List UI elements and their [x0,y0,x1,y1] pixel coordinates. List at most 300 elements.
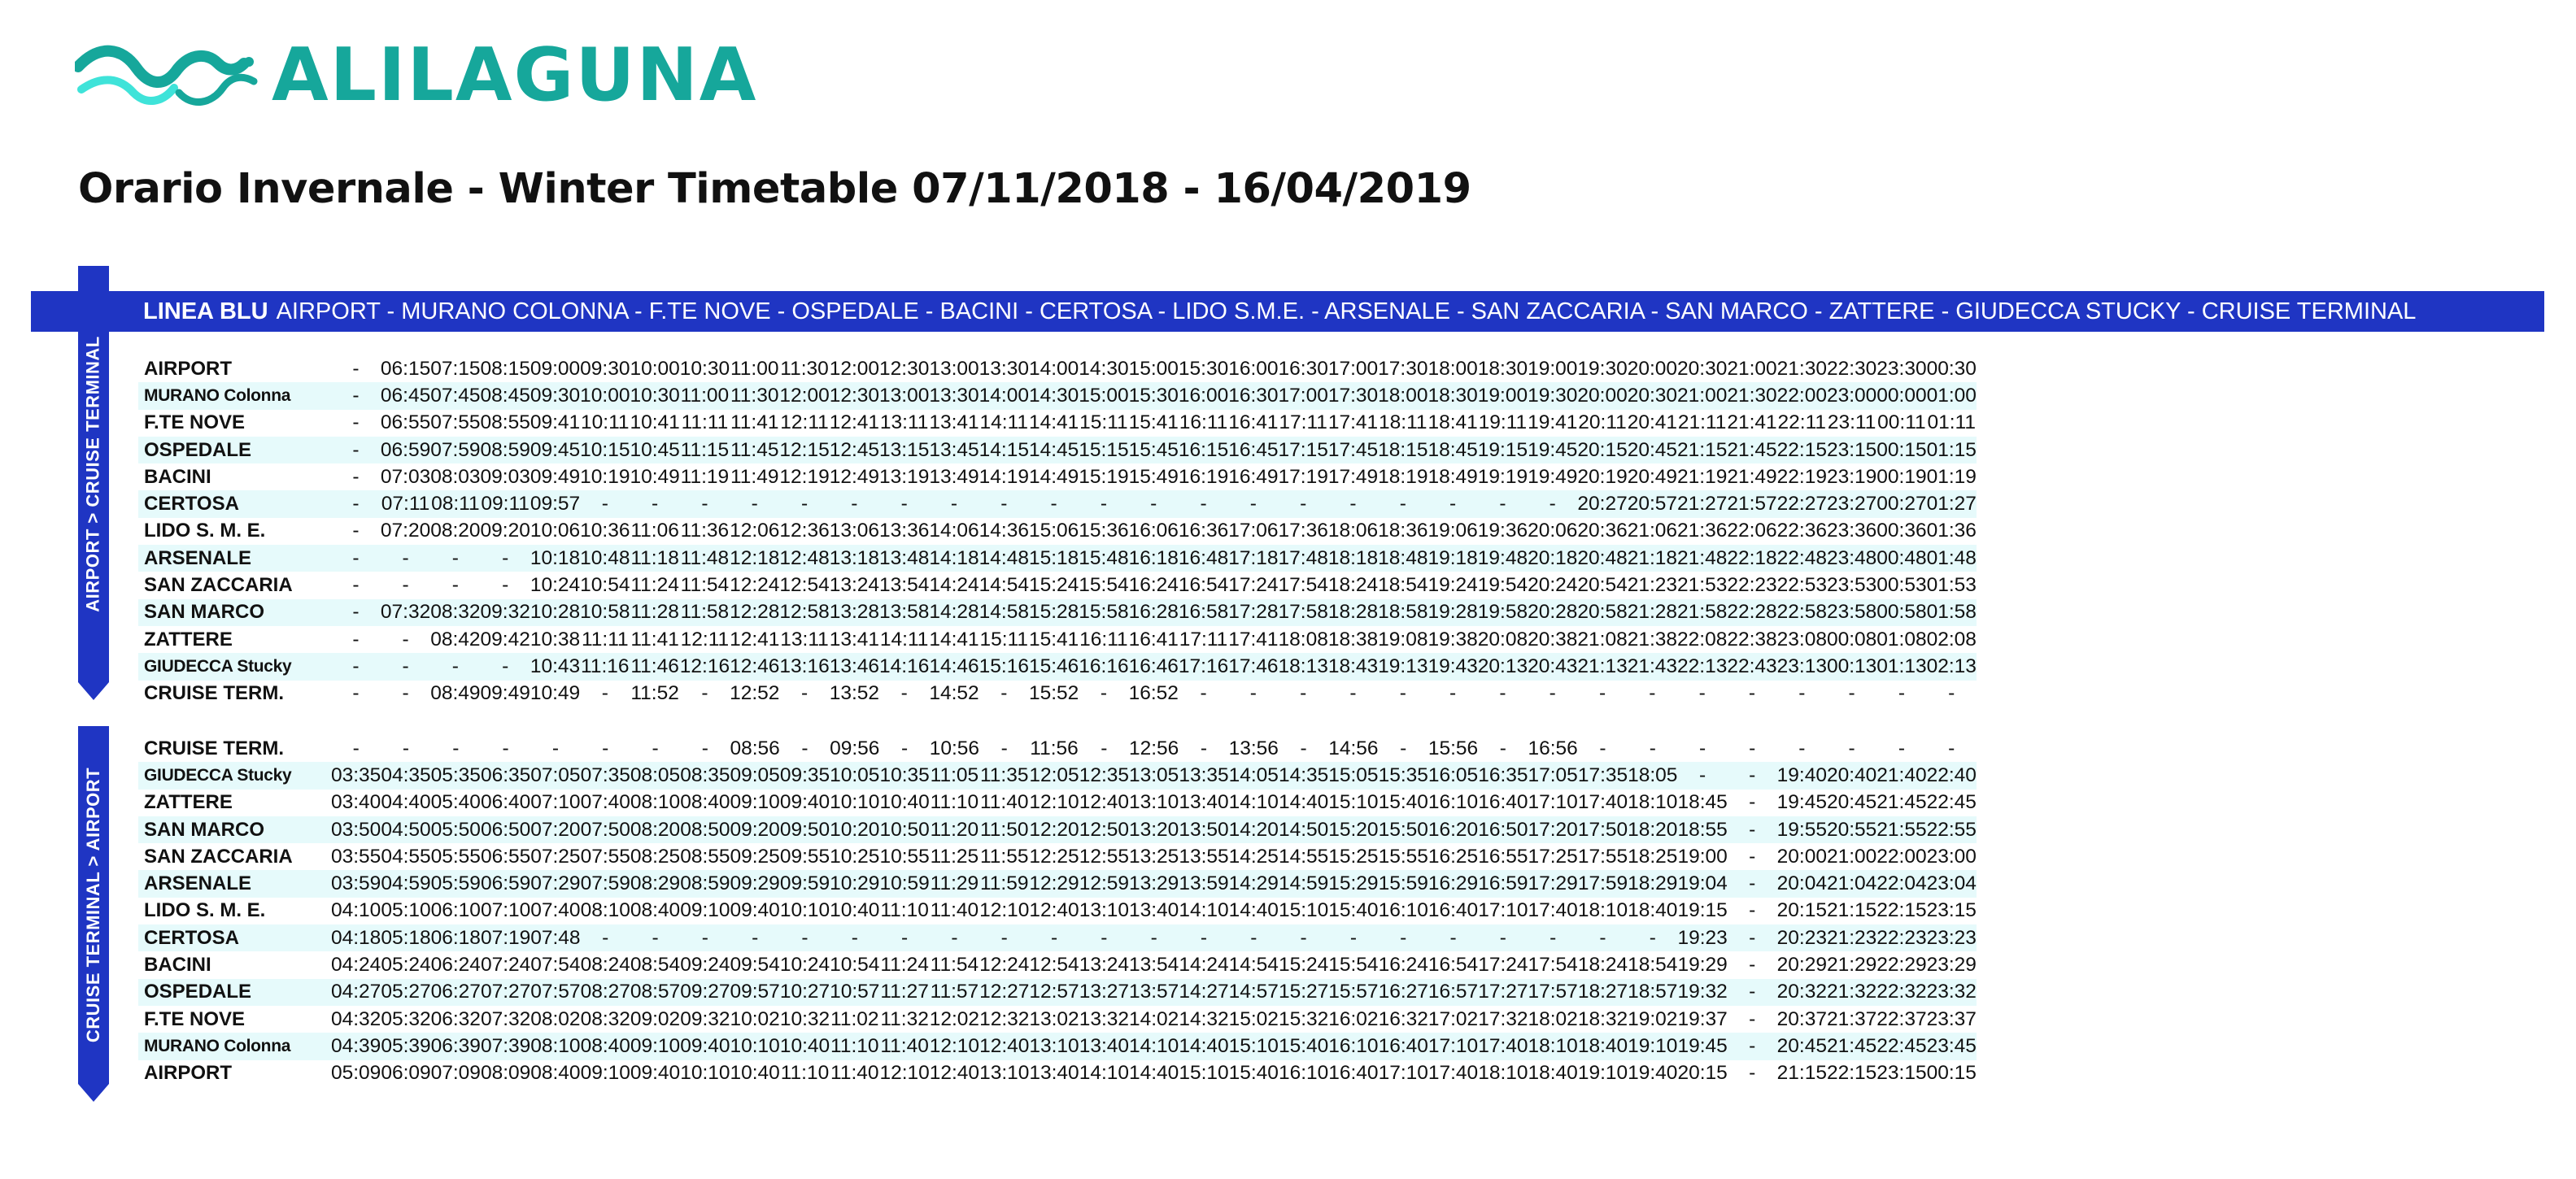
departure-time: 16:52 [1128,682,1179,705]
departure-time: 23:00 [1827,382,1876,409]
departure-time: 22:18 [1727,545,1776,572]
departure-time: 09:25 [730,845,780,868]
departure-time: - [1649,737,1656,759]
departure-time: 06:40 [480,791,531,814]
departure-time: - [331,437,381,463]
departure-time: 10:32 [779,1007,830,1030]
departure-time: 12:35 [1079,762,1129,789]
departure-time: 06:55 [480,845,531,868]
departure-time: 09:45 [530,437,580,463]
departure-time: - [1628,924,1677,951]
departure-time: 22:48 [1777,545,1827,572]
departure-time: 15:50 [1379,816,1428,843]
departure-time: 07:10 [530,791,581,814]
departure-time: 16:30 [1278,357,1328,380]
departure-time: 15:11 [979,628,1029,650]
departure-time: 18:40 [1578,1033,1628,1059]
departure-time: 15:10 [1278,899,1329,922]
departure-time: 14:00 [979,382,1029,409]
departure-time: 18:13 [1279,653,1328,680]
departure-time: 16:46 [1129,653,1179,680]
departure-time: 20:37 [1776,1007,1827,1030]
departure-time: 09:27 [680,979,730,1006]
departure-time: - [352,682,360,705]
departure-time: 16:55 [1478,845,1528,868]
departure-time: - [1228,490,1278,517]
departure-time: - [381,545,430,572]
departure-time: 17:27 [1478,979,1528,1006]
departure-time: 14:40 [1179,1033,1228,1059]
departure-time: 09:10 [730,791,780,814]
departure-time: 14:54 [1228,954,1279,977]
departure-time: 11:49 [730,465,779,488]
departure-time: 11:40 [979,791,1029,814]
departure-time: 12:45 [830,437,879,463]
departure-time: - [1229,924,1279,951]
departure-time: 19:19 [1477,465,1528,488]
departure-time: 01:15 [1927,437,1977,463]
departure-time: 13:24 [1079,954,1129,977]
departure-time: 18:45 [1677,791,1728,814]
departure-time: 13:29 [1129,870,1179,897]
departure-time: - [1699,737,1706,759]
departure-time: 21:45 [1876,791,1927,814]
departure-time: 08:42 [430,628,481,650]
departure-time: 10:48 [580,545,630,572]
departure-time: 16:57 [1428,979,1478,1006]
departure-time: 08:40 [530,1062,581,1085]
departure-time: - [1428,924,1478,951]
departure-time: 20:15 [1577,437,1627,463]
departure-time: 10:38 [530,628,581,650]
timetable-return [138,735,1977,1087]
departure-time: 09:03 [480,465,530,488]
departure-time: 14:02 [1129,1007,1179,1030]
departure-time: - [1349,682,1357,705]
departure-time: 10:54 [830,954,880,977]
departure-time: 19:06 [1427,520,1478,542]
departure-time: 20:32 [1777,979,1827,1006]
departure-time: 12:32 [979,1007,1030,1030]
departure-time: 22:40 [1927,762,1977,789]
departure-time: 16:19 [1178,465,1229,488]
departure-time: 12:00 [779,382,829,409]
departure-time: 13:46 [830,653,879,680]
departure-time: 17:40 [1577,791,1628,814]
departure-time: 15:41 [1028,628,1079,650]
departure-time: - [1129,924,1179,951]
departure-time: - [1101,737,1108,759]
departure-time: 10:05 [830,762,879,789]
departure-time: 22:15 [1826,1062,1877,1085]
departure-time: 10:58 [580,599,630,626]
line-name: LINEA BLU [143,298,268,324]
departure-time: 16:27 [1379,979,1428,1006]
stop-name: CERTOSA [138,924,331,951]
departure-time: 23:36 [1826,520,1877,542]
departure-time: 09:40 [630,1062,681,1085]
departure-time: 16:05 [1428,762,1478,789]
departure-time: 17:41 [1228,628,1279,650]
table-row [138,490,1977,517]
departure-time: 13:28 [830,599,879,626]
departure-time: 17:11 [1179,628,1228,650]
departure-time: 12:29 [1029,870,1079,897]
departure-time: 23:00 [1926,845,1977,868]
departure-time: 18:00 [1378,382,1427,409]
departure-time: 15:28 [1029,599,1079,626]
departure-time: 22:06 [1727,520,1777,542]
departure-time: 11:15 [680,437,730,463]
departure-time: 21:27 [1677,490,1727,517]
departure-time: 20:41 [1627,411,1678,434]
departure-time: 05:35 [431,762,481,789]
departure-time: 21:19 [1677,465,1728,488]
departure-time: 23:53 [1826,574,1877,597]
departure-time: 12:10 [879,1062,930,1085]
departure-time: 15:15 [1079,437,1128,463]
departure-time: 14:52 [929,682,979,705]
departure-time: 16:30 [1228,382,1278,409]
departure-time: 18:19 [1378,465,1428,488]
departure-time: 10:24 [530,574,581,597]
departure-time: 18:28 [1328,599,1378,626]
departure-time: 23:15 [1876,1062,1927,1085]
departure-time: - [1728,979,1777,1006]
departure-time: 17:10 [1428,1033,1478,1059]
departure-time: - [1499,737,1506,759]
departure-time: 09:10 [680,899,730,922]
departure-time: 14:40 [1129,1062,1179,1085]
departure-time: 07:59 [430,437,480,463]
departure-time: 12:40 [1029,899,1079,922]
departure-time: 21:30 [1776,357,1827,380]
departure-time: 12:30 [830,382,879,409]
departure-time: 12:41 [829,411,880,434]
departure-time: 05:39 [381,1033,430,1059]
departure-time: 11:29 [930,870,979,897]
departure-time: 17:59 [1578,870,1628,897]
departure-time: - [1598,682,1606,705]
departure-time: 12:16 [680,653,730,680]
departure-time: 23:29 [1926,954,1977,977]
departure-time: - [930,924,979,951]
departure-time: 22:36 [1776,520,1827,542]
departure-time: 11:32 [880,1007,929,1030]
departure-time: 14:10 [1228,791,1279,814]
departure-time: 06:35 [481,762,530,789]
departure-time: 05:50 [431,816,481,843]
departure-time: 15:54 [1079,574,1129,597]
departure-time: 13:41 [829,628,880,650]
departure-time: 18:27 [1578,979,1628,1006]
timetable-outbound [138,355,1977,707]
departure-time: 15:20 [1328,816,1378,843]
departure-time: - [701,737,708,759]
departure-time: 19:48 [1478,545,1528,572]
departure-time: 12:00 [829,357,880,380]
stop-name: OSPEDALE [138,979,331,1006]
departure-time: - [1848,737,1855,759]
departure-time: - [1528,924,1578,951]
departure-time: 12:28 [730,599,779,626]
departure-time: 18:10 [1528,1033,1578,1059]
departure-time: 09:49 [530,465,581,488]
stop-name: GIUDECCA Stucky [138,762,331,789]
departure-time: 17:02 [1427,1007,1479,1030]
departure-time: 14:57 [1229,979,1279,1006]
departure-time: 15:35 [1379,762,1428,789]
table-row [138,410,1977,437]
departure-time: 18:30 [1477,357,1528,380]
direction-label-return: CRUISE TERMINAL > AIRPORT [83,767,103,1043]
departure-time: 12:54 [779,574,830,597]
departure-time: 10:50 [879,816,929,843]
departure-time: 13:15 [879,437,929,463]
departure-time: 11:46 [630,653,679,680]
departure-time: - [701,682,708,705]
departure-time: 07:32 [381,599,430,626]
departure-time: 17:18 [1228,545,1278,572]
departure-time: 00:15 [1926,1062,1977,1085]
departure-time: 10:40 [730,1062,780,1085]
departure-time: 07:54 [530,954,581,977]
departure-time: 12:02 [929,1007,980,1030]
departure-time: 21:38 [1627,628,1678,650]
departure-time: 07:57 [530,979,580,1006]
departure-time: 11:10 [930,791,979,814]
departure-time: 19:30 [1577,357,1628,380]
departure-time: 13:48 [879,545,929,572]
departure-time: 20:40 [1827,762,1876,789]
departure-time: 23:27 [1827,490,1876,517]
departure-time: 21:15 [1677,437,1727,463]
departure-time: 04:40 [381,791,431,814]
departure-time: 11:40 [879,1033,929,1059]
departure-time: 13:49 [929,465,979,488]
departure-time: 12:11 [780,411,829,434]
departure-time: 11:59 [979,870,1029,897]
departure-time: 18:30 [1427,382,1477,409]
departure-time: 07:24 [480,954,531,977]
departure-time: - [1798,682,1806,705]
departure-time: 10:56 [929,737,980,759]
departure-time: 16:41 [1128,628,1179,650]
departure-time: 16:10 [1278,1062,1329,1085]
departure-time: 09:59 [780,870,830,897]
departure-time: 15:49 [1128,465,1179,488]
departure-time: - [929,490,979,517]
departure-time: 20:04 [1777,870,1827,897]
departure-time: 20:45 [1777,1033,1827,1059]
departure-time: 16:45 [1228,437,1278,463]
departure-time: 13:41 [929,411,979,434]
departure-time: 13:06 [829,520,880,542]
departure-time: 11:41 [730,411,779,434]
departure-time: 18:48 [1378,545,1427,572]
departure-time: 11:10 [780,1062,830,1085]
departure-time: 13:11 [780,628,829,650]
departure-time: 23:32 [1927,979,1977,1006]
departure-time: 08:20 [430,520,481,542]
departure-time: - [1029,490,1079,517]
departure-time: 12:27 [979,979,1029,1006]
departure-time: - [452,737,460,759]
departure-time: 08:40 [581,1033,630,1059]
departure-time: 18:18 [1328,545,1378,572]
departure-time: 16:24 [1128,574,1179,597]
departure-time: 09:40 [779,791,830,814]
departure-time: 10:11 [581,411,630,434]
departure-time: - [331,653,381,680]
departure-time: - [730,924,780,951]
departure-time: 14:10 [1179,899,1229,922]
departure-time: 17:00 [1327,357,1379,380]
table-row [138,951,1977,978]
departure-time: 14:30 [1029,382,1079,409]
departure-time: 11:58 [680,599,730,626]
departure-time: 07:27 [481,979,530,1006]
departure-time: 14:10 [1079,1062,1129,1085]
departure-time: 13:00 [929,357,979,380]
departure-time: 15:40 [1279,1033,1328,1059]
departure-time: 08:27 [581,979,630,1006]
departure-time: - [352,520,360,542]
departure-time: 09:35 [780,762,830,789]
departure-time: 06:18 [431,924,481,951]
departure-time: 07:35 [581,762,630,789]
departure-time: 08:10 [630,791,681,814]
departure-time: - [901,737,909,759]
departure-time: 21:18 [1628,545,1677,572]
departure-time: 10:18 [530,545,580,572]
departure-time: 12:54 [1029,954,1079,977]
departure-time: 23:08 [1776,628,1827,650]
departure-time: 06:59 [481,870,530,897]
departure-time: 17:25 [1528,845,1578,868]
departure-time: 20:00 [1577,382,1627,409]
departure-time: 22:27 [1777,490,1827,517]
departure-time: 18:10 [1628,791,1678,814]
departure-time: 11:25 [930,845,979,868]
departure-time: - [402,574,409,597]
departure-time: 22:11 [1777,411,1827,434]
departure-time: 23:45 [1927,1033,1977,1059]
departure-time: 07:20 [380,520,431,542]
departure-time: 07:19 [481,924,530,951]
departure-time: 22:00 [1777,382,1827,409]
table-row [138,1033,1977,1059]
departure-time: - [1749,1062,1756,1085]
departure-time: 22:32 [1876,979,1926,1006]
departure-time: 19:24 [1427,574,1478,597]
departure-time: 13:30 [929,382,979,409]
departure-time: 22:53 [1776,574,1827,597]
departure-time: 22:23 [1727,574,1777,597]
departure-time: 13:57 [1129,979,1179,1006]
departure-time: 19:32 [1677,979,1727,1006]
departure-time: 20:43 [1528,653,1577,680]
departure-time: 01:58 [1927,599,1977,626]
departure-time: 19:45 [1677,1033,1727,1059]
departure-time: 14:16 [879,653,929,680]
departure-time: 20:19 [1577,465,1628,488]
departure-time: 08:55 [680,845,730,868]
departure-time: 08:32 [580,1007,630,1030]
departure-time: 11:18 [630,545,679,572]
departure-time: 09:29 [730,870,780,897]
departure-time: 11:56 [1030,737,1079,759]
departure-time: 14:24 [1179,954,1229,977]
stop-name: MURANO Colonna [138,1033,331,1059]
departure-time: 03:59 [331,870,381,897]
departure-time: - [1079,924,1129,951]
departure-time: 16:49 [1228,465,1279,488]
departure-time: 10:30 [630,382,679,409]
departure-time: 09:30 [580,357,630,380]
departure-time: 15:00 [1079,382,1128,409]
departure-time: - [630,490,679,517]
stop-name: F.TE NOVE [144,411,246,434]
departure-time: 01:48 [1927,545,1977,572]
departure-time: 23:37 [1926,1007,1977,1030]
departure-time: 11:35 [979,762,1029,789]
departure-time: 16:00 [1228,357,1279,380]
departure-time: 04:39 [331,1033,381,1059]
departure-time: - [451,574,459,597]
departure-time: - [1000,682,1008,705]
departure-time: 21:37 [1826,1007,1877,1030]
departure-time: 13:25 [1129,845,1179,868]
departure-time: - [1279,490,1328,517]
departure-time: 09:49 [480,682,530,705]
departure-time: 12:05 [1029,762,1079,789]
stop-name: LIDO S. M. E. [144,899,266,922]
departure-time: 12:06 [730,520,780,542]
departure-time: 17:40 [1528,899,1578,922]
departure-time: 18:57 [1628,979,1677,1006]
stop-name: SAN ZACCARIA [144,845,293,868]
departure-time: 11:45 [730,437,779,463]
stop-name: AIRPORT [144,1062,232,1085]
departure-time: 16:35 [1478,762,1528,789]
departure-time: 14:24 [929,574,979,597]
departure-time: 22:55 [1927,816,1977,843]
departure-time: 11:36 [680,520,730,542]
departure-time: - [352,411,360,434]
departure-time: - [430,545,480,572]
departure-time: 11:16 [580,653,630,680]
departure-time: 22:30 [1826,357,1877,380]
table-row [138,1006,1977,1033]
departure-time: 12:40 [1079,791,1129,814]
departure-time: 15:10 [1229,1033,1279,1059]
departure-time: 13:40 [1129,899,1179,922]
departure-time: 16:15 [1179,437,1228,463]
departure-time: 13:55 [1179,845,1229,868]
departure-time: 10:35 [879,762,929,789]
departure-time: 14:11 [979,411,1029,434]
departure-time: 13:02 [1029,1007,1079,1030]
departure-time: 07:03 [380,465,431,488]
departure-time: - [502,574,509,597]
departure-time: - [1798,737,1806,759]
departure-time: 15:19 [1079,465,1129,488]
departure-time: 14:30 [1079,357,1129,380]
departure-time: 16:48 [1179,545,1228,572]
departure-time: 14:54 [979,574,1029,597]
arrow-down-icon [78,1084,109,1102]
